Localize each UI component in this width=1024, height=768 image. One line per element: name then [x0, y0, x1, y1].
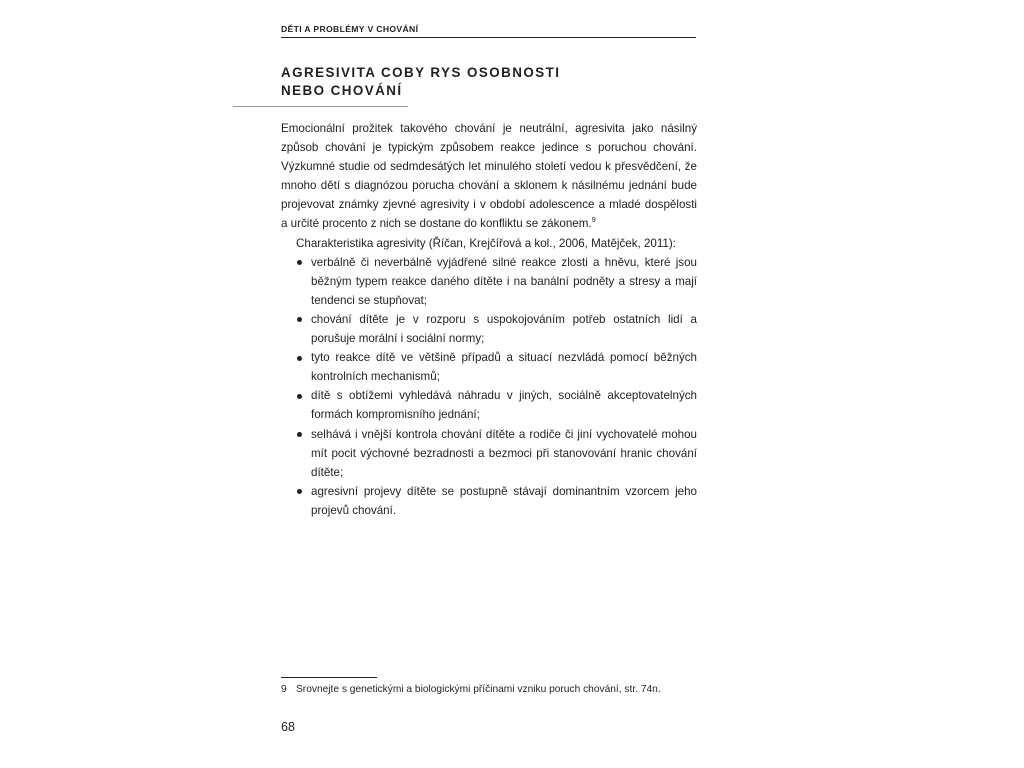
- list-item-text: verbálně či neverbálně vyjádřené silné reakce zlosti a hněvu, které jsou běžným typem reakce daného dítěte i na banální podněty a stresy a mají tendenci se stupňovat;: [311, 255, 697, 307]
- running-head: DĚTI A PROBLÉMY V CHOVÁNÍ: [281, 24, 696, 38]
- chapter-title-line-2: NEBO CHOVÁNÍ: [281, 83, 403, 98]
- list-item-text: selhává i vnější kontrola chování dítěte a rodiče či jiní vychovatelé mohou mít pocit výchovné bezradnosti a bezmoci při stanovování hranic chování dítěte;: [311, 427, 697, 479]
- footnote-number: 9: [281, 684, 287, 695]
- list-item-text: chování dítěte je v rozporu s uspokojováním potřeb ostatních lidí a porušuje morální i sociální normy;: [311, 312, 697, 346]
- list-item-text: tyto reakce dítě ve většině případů a situací nezvládá pomocí běžných kontrolních mechanismů;: [311, 351, 697, 384]
- bullet-icon: [297, 489, 302, 494]
- bullet-icon: [297, 356, 302, 361]
- bullet-list: [281, 253, 697, 520]
- bullet-icon: [297, 432, 302, 437]
- paragraph-2: Charakteristika agresivity (Říčan, Krejčířová a kol., 2006, Matějček, 2011):: [296, 236, 676, 250]
- chapter-title: [281, 64, 611, 100]
- paragraph-1-text: Emocionální prožitek takového chování je neutrální, agresivita jako násilný způsob chování je typickým způsobem reakce jedince s poruchou chování. Výzkumné studie od sedmdesátých let minulého století vedou k přesvědčení, že mnoho dětí s diagnózou porucha chování a sklonem k násilnému jednání bude projevovat známky zjevné agresivity i v období adolescence a mladé dospělosti a určité procento z nich se dostane do konfliktu se zákonem.: [281, 122, 697, 231]
- list-item: [281, 425, 697, 482]
- list-item: [281, 253, 697, 310]
- list-item-text: agresivní projevy dítěte se postupně stávají dominantním vzorcem jeho projevů chování.: [311, 484, 697, 517]
- list-item: [281, 386, 697, 424]
- bullet-icon: [297, 317, 302, 322]
- list-item: [281, 482, 697, 520]
- list-item: [281, 348, 697, 386]
- chapter-title-line-1: AGRESIVITA COBY RYS OSOBNOSTI: [281, 65, 561, 80]
- footnote-separator: [281, 677, 377, 678]
- footnote: [281, 683, 701, 697]
- footnote-reference[interactable]: 9: [591, 215, 596, 225]
- body-text: [281, 119, 697, 520]
- page-number: 68: [281, 720, 295, 734]
- bullet-icon: [297, 394, 302, 399]
- list-item-text: dítě s obtížemi vyhledává náhradu v jiných, sociálně akceptovatelných formách kompromisního jednání;: [311, 389, 697, 422]
- title-underline-rule: [233, 106, 408, 107]
- bullet-icon: [297, 260, 302, 265]
- paragraph-1: [281, 119, 697, 234]
- list-item: [281, 310, 697, 348]
- footnote-text: Srovnejte s genetickými a biologickými příčinami vzniku poruch chování, str. 74n.: [296, 684, 661, 695]
